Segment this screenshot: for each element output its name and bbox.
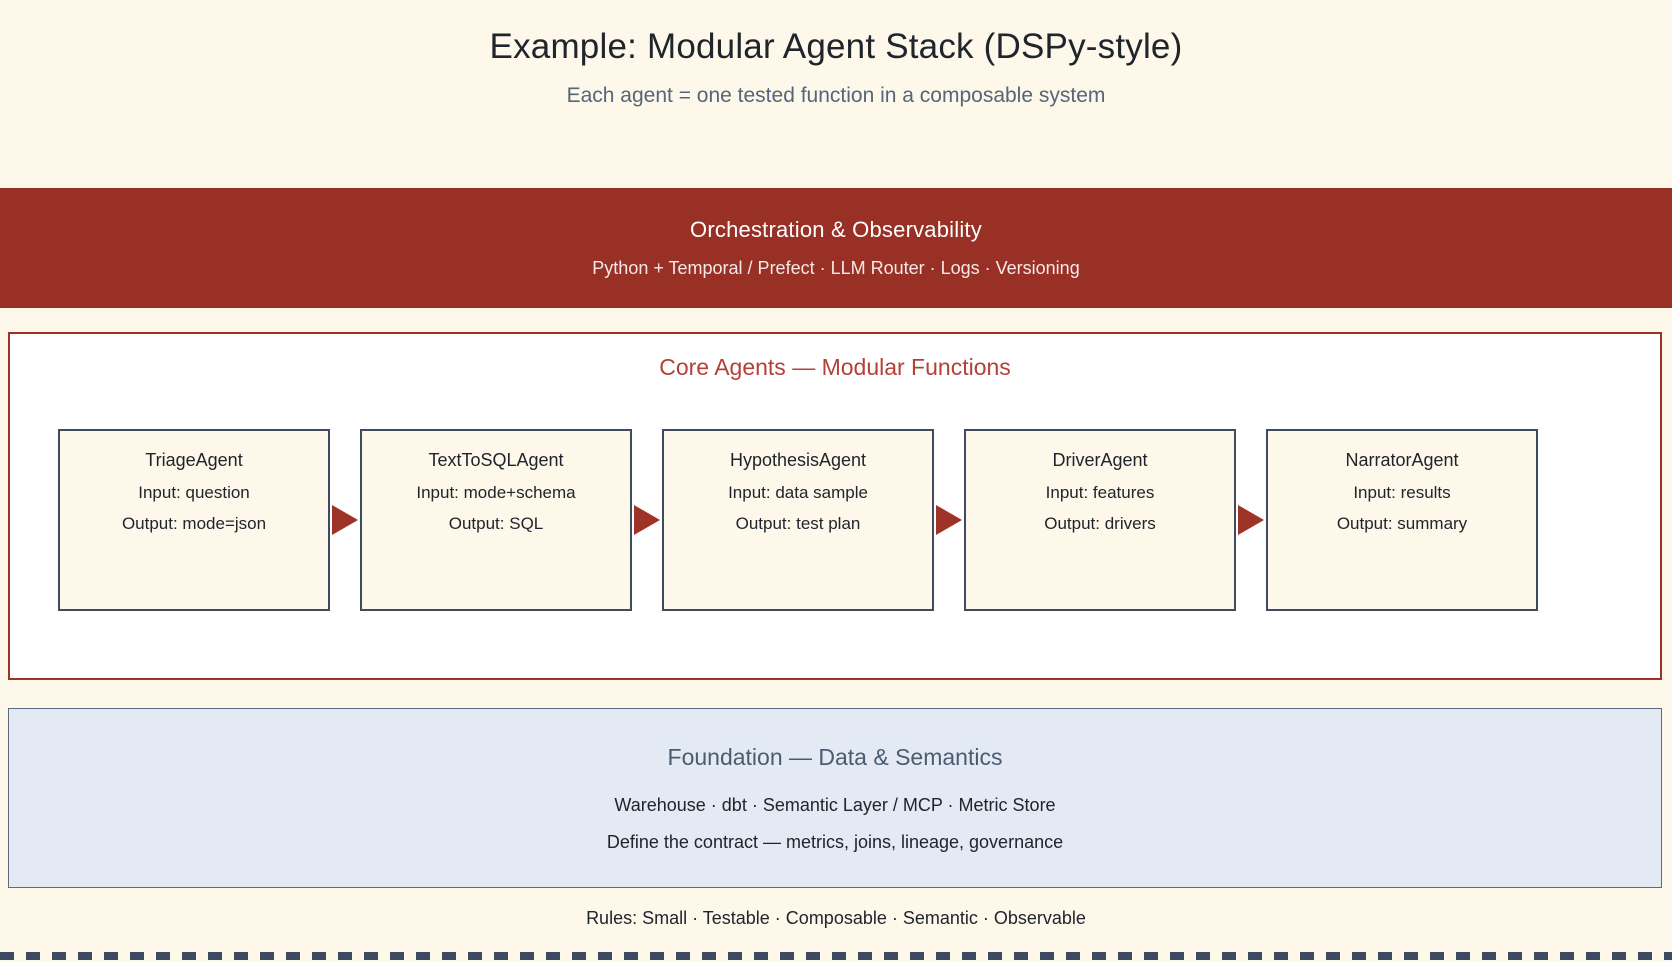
core-agents-panel xyxy=(8,332,1662,680)
agent-input: Input: mode+schema xyxy=(416,483,576,502)
agent-card-texttosql[interactable] xyxy=(360,429,632,611)
agent-card-triage[interactable] xyxy=(58,429,330,611)
agent-input: Input: results xyxy=(1353,483,1451,502)
agent-output: Output: summary xyxy=(1336,514,1468,533)
agent-output: Output: SQL xyxy=(448,514,544,533)
orchestration-band xyxy=(0,188,1672,308)
agent-name: NarratorAgent xyxy=(1345,450,1459,470)
arrow-right-icon xyxy=(934,429,964,611)
orchestration-title: Orchestration & Observability xyxy=(690,217,982,242)
agent-output: Output: test plan xyxy=(735,514,861,533)
agent-name: HypothesisAgent xyxy=(729,450,867,470)
arrow-right-icon xyxy=(632,429,662,611)
agent-input: Input: data sample xyxy=(728,483,868,502)
agent-card-driver[interactable] xyxy=(964,429,1236,611)
agent-input: Input: question xyxy=(138,483,250,502)
foundation-line-1: Warehouse · dbt · Semantic Layer / MCP · Metric Store xyxy=(614,794,1056,815)
rules-footer: Rules: Small · Testable · Composable · Semantic · Observable xyxy=(586,908,1086,928)
dashed-divider xyxy=(0,952,1672,960)
agent-card-narrator[interactable] xyxy=(1266,429,1538,611)
agent-name: TextToSQLAgent xyxy=(428,450,564,470)
core-agents-title: Core Agents — Modular Functions xyxy=(659,354,1011,380)
page-subtitle: Each agent = one tested function in a composable system xyxy=(566,84,1106,107)
agent-name: DriverAgent xyxy=(1052,450,1148,470)
agent-output: Output: mode=json xyxy=(121,514,267,533)
orchestration-subtitle: Python + Temporal / Prefect · LLM Router · Logs · Versioning xyxy=(592,258,1080,278)
agent-pipeline xyxy=(58,429,1616,614)
foundation-band xyxy=(8,708,1662,888)
foundation-title: Foundation — Data & Semantics xyxy=(667,743,1003,770)
page-title: Example: Modular Agent Stack (DSPy-style) xyxy=(489,27,1183,66)
foundation-line-2: Define the contract — metrics, joins, lineage, governance xyxy=(606,831,1064,852)
agent-card-hypothesis[interactable] xyxy=(662,429,934,611)
agent-output: Output: drivers xyxy=(1044,514,1156,533)
agent-input: Input: features xyxy=(1045,483,1155,502)
diagram-header xyxy=(0,0,1672,108)
arrow-right-icon xyxy=(330,429,360,611)
arrow-right-icon xyxy=(1236,429,1266,611)
agent-name: TriageAgent xyxy=(145,450,243,470)
